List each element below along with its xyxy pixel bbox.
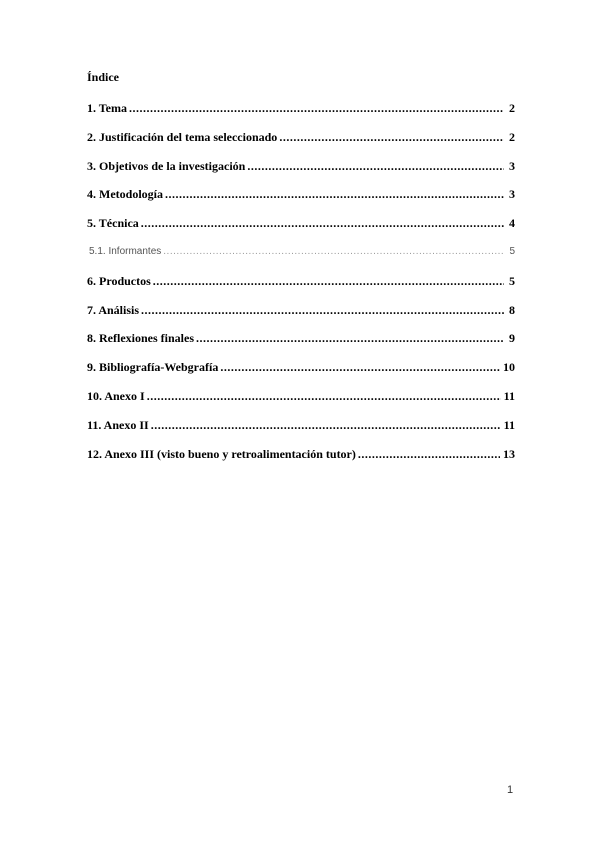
toc-entry-justificacion[interactable]: [87, 130, 515, 159]
toc-entry-metodologia[interactable]: [87, 187, 515, 216]
toc-dot-leader: [141, 216, 504, 230]
toc-entry-page: 9: [509, 331, 515, 346]
toc-entry-analisis[interactable]: [87, 303, 515, 332]
toc-entry-objetivos[interactable]: [87, 159, 515, 188]
toc-entry-label: 4. Metodología: [87, 187, 163, 202]
toc-entry-anexo-3[interactable]: [87, 447, 515, 476]
toc-entry-label: 7. Análisis: [87, 302, 140, 317]
footer-page-number: 1: [507, 784, 514, 796]
toc-dot-leader: [358, 447, 500, 461]
toc-dot-leader: [196, 331, 504, 345]
toc-entry-label: 6. Productos: [87, 273, 151, 288]
toc-entry-page: 10: [503, 360, 515, 375]
toc-entry-page: 3: [509, 158, 515, 173]
toc-entry-page: 2: [509, 101, 515, 115]
toc-entry-label: 8. Reflexiones finales: [87, 331, 194, 346]
toc-entry-label: 11. Anexo II: [87, 417, 149, 432]
toc-dot-leader: [279, 130, 504, 144]
toc-entry-page: 11: [503, 388, 515, 403]
toc-dot-leader: [129, 101, 504, 115]
toc-dot-leader: [165, 187, 504, 201]
toc-entry-page: 8: [509, 302, 515, 317]
toc-entry-label: 1. Tema: [87, 101, 128, 115]
toc-entry-tema[interactable]: [87, 101, 515, 130]
table-of-contents: [87, 101, 515, 475]
toc-entry-page: 5: [509, 273, 515, 288]
toc-entry-label: 3. Objetivos de la investigación: [87, 158, 246, 173]
toc-dot-leader: [153, 274, 504, 288]
toc-entry-label: 10. Anexo I: [87, 388, 145, 403]
toc-entry-informantes[interactable]: [87, 245, 515, 274]
toc-dot-leader: [220, 360, 500, 374]
toc-entry-tecnica[interactable]: [87, 216, 515, 245]
toc-entry-anexo-1[interactable]: [87, 389, 515, 418]
toc-entry-page: 3: [509, 187, 515, 202]
page-title: Índice: [87, 70, 120, 84]
toc-entry-bibliografia[interactable]: [87, 360, 515, 389]
toc-entry-page: 2: [509, 129, 515, 144]
toc-dot-leader: [151, 418, 501, 432]
toc-entry-page: 5: [509, 245, 515, 257]
toc-entry-label: 5. Técnica: [87, 216, 139, 231]
toc-entry-reflexiones[interactable]: [87, 331, 515, 360]
toc-dot-leader: [141, 303, 504, 317]
toc-entry-page: 13: [503, 446, 515, 461]
toc-dot-leader: [163, 245, 504, 259]
toc-entry-page: 4: [509, 216, 515, 231]
toc-entry-label: 12. Anexo III (visto bueno y retroalimentación tutor): [87, 446, 356, 461]
toc-entry-page: 11: [503, 417, 515, 432]
toc-entry-label: 5.1. Informantes: [89, 245, 162, 257]
toc-entry-label: 2. Justificación del tema seleccionado: [87, 129, 278, 144]
toc-entry-label: 9. Bibliografía-Webgrafía: [87, 360, 219, 375]
toc-entry-productos[interactable]: [87, 274, 515, 303]
toc-dot-leader: [247, 159, 504, 173]
toc-dot-leader: [147, 389, 501, 403]
toc-entry-anexo-2[interactable]: [87, 418, 515, 447]
